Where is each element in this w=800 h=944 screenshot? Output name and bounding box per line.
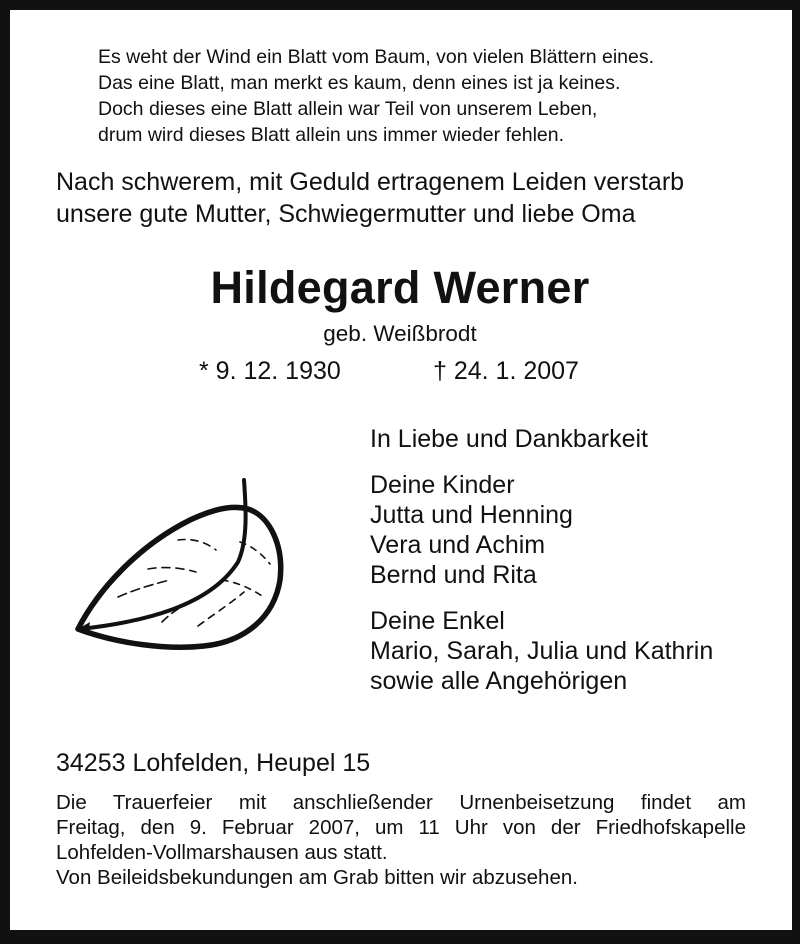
- child-couple: Vera und Achim: [370, 531, 546, 559]
- child-couple: Jutta und Henning: [370, 501, 573, 529]
- funeral-line: Die Trauerfeier mit anschließender Urnenbeisetzung findet am: [56, 791, 746, 814]
- poem: [98, 44, 778, 148]
- grandchildren-names: Mario, Sarah, Julia und Kathrin: [370, 637, 714, 665]
- poem-line: Das eine Blatt, man merkt es kaum, denn eines ist ja keines.: [98, 72, 621, 94]
- funeral-notice: [56, 790, 746, 890]
- spacer: [370, 590, 713, 606]
- intro-line: Nach schwerem, mit Geduld ertragenem Leiden verstarb: [56, 168, 685, 196]
- poem-line: Doch dieses eine Blatt allein war Teil von unserem Leben,: [98, 98, 598, 120]
- mourners-list: [370, 424, 713, 696]
- deceased-name: Hildegard Werner: [210, 262, 590, 313]
- announcement-intro: [56, 166, 756, 230]
- funeral-line: Freitag, den 9. Februar 2007, um 11 Uhr von der Friedhofskapelle: [56, 816, 746, 839]
- funeral-line: Von Beileidsbekundungen am Grab bitten wir abzusehen.: [56, 866, 578, 889]
- maiden-name: geb. Weißbrodt: [323, 321, 477, 346]
- birth-date: * 9. 12. 1930: [199, 357, 341, 385]
- relatives: sowie alle Angehörigen: [370, 667, 628, 695]
- poem-line: Es weht der Wind ein Blatt vom Baum, von vielen Blättern eines.: [98, 46, 655, 68]
- address: 34253 Lohfelden, Heupel 15: [56, 749, 371, 777]
- dedication: In Liebe und Dankbarkeit: [370, 425, 648, 453]
- funeral-line: Lohfelden-Vollmarshausen aus statt.: [56, 841, 388, 864]
- grandchildren-heading: Deine Enkel: [370, 607, 505, 635]
- child-couple: Bernd und Rita: [370, 561, 537, 589]
- spacer: [370, 454, 713, 470]
- leaf-icon: [74, 476, 288, 652]
- children-heading: Deine Kinder: [370, 471, 515, 499]
- intro-line: unsere gute Mutter, Schwiegermutter und liebe Oma: [56, 200, 636, 228]
- poem-line: drum wird dieses Blatt allein uns immer wieder fehlen.: [98, 124, 565, 146]
- death-date: † 24. 1. 2007: [433, 357, 579, 385]
